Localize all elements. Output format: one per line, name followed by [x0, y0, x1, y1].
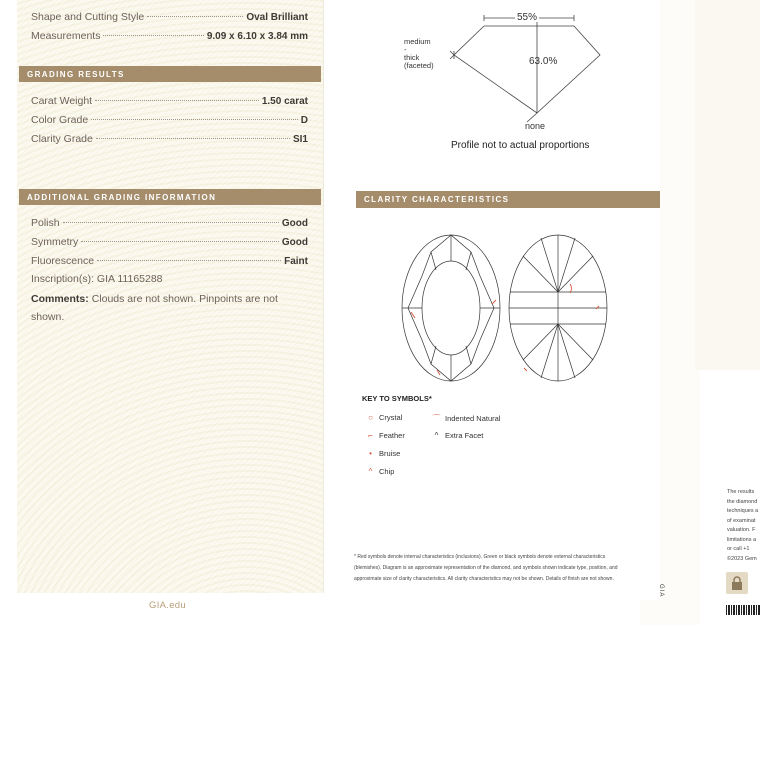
- clarity-footnote: * Red symbols denote internal characteristics (inclusions). Green or black symbols denote external characteristics (blemishes). Diagram is an approximate representation of the diamond, and symbols shown indicate type, position, and approximate size of clarity characteristics. All clarity characteristics may not be shown. Details of finish are not shown.: [354, 554, 618, 582]
- carat-weight-row: [31, 95, 308, 107]
- row-label: Polish: [31, 217, 60, 229]
- comments-text-continued: shown.: [31, 311, 65, 323]
- chip-icon: ^: [368, 467, 373, 476]
- key-item-extra-facet: ^ Extra Facet: [432, 431, 483, 440]
- row-label: Color Grade: [31, 114, 89, 126]
- key-item-feather: ⌐ Feather: [366, 431, 405, 440]
- culet-label: none: [525, 121, 546, 131]
- row-value: Good: [281, 218, 308, 229]
- additional-info-header: ADDITIONAL GRADING INFORMATION: [19, 189, 321, 205]
- table-percentage: 55%: [517, 12, 538, 23]
- depth-percentage: 63.0%: [529, 56, 558, 67]
- proportions-profile-diagram: [440, 10, 610, 135]
- barcode: [726, 605, 760, 615]
- pavilion-view-diagram: [509, 235, 607, 381]
- key-item-indented-natural: ⌒ Indented Natural: [432, 414, 501, 423]
- key-to-symbols-title: KEY TO SYMBOLS*: [362, 394, 432, 403]
- row-value: [304, 0, 307, 5]
- gia-side-mark: GIA: [658, 584, 664, 598]
- key-item-bruise: • Bruise: [366, 449, 400, 458]
- comments-text: Clouds are not shown. Pinpoints are not: [91, 293, 278, 305]
- row-label: Carat Weight: [31, 95, 93, 107]
- row-value: 9.09 x 6.10 x 3.84 mm: [206, 31, 308, 42]
- row-label: [30, 0, 33, 5]
- fluorescence-row: [31, 255, 308, 267]
- comments-label: Comments:: [31, 293, 89, 305]
- row-value: Oval Brilliant: [246, 12, 308, 23]
- inclusion-markers: [411, 284, 599, 375]
- feather-icon: ⌐: [368, 431, 373, 440]
- shape-cutting-style-row: [31, 11, 308, 23]
- girdle-label: medium - thick (faceted): [404, 37, 434, 70]
- indented-natural-icon: ⌒: [432, 414, 441, 423]
- row-value: Good: [281, 237, 308, 248]
- clarity-characteristics-header: CLARITY CHARACTERISTICS: [356, 191, 660, 208]
- row-value: D: [300, 115, 308, 126]
- row-label: Symmetry: [31, 236, 79, 248]
- row-value: Faint: [284, 256, 308, 267]
- adjacent-page-strip: [695, 0, 760, 370]
- key-item-crystal: ○ Crystal: [366, 413, 402, 422]
- gia-website-link[interactable]: GIA.edu: [149, 600, 186, 611]
- diamond-profile-outline: [454, 26, 600, 113]
- crystal-icon: ○: [368, 413, 373, 422]
- extra-facet-icon: ^: [434, 431, 439, 440]
- crown-view-diagram: [402, 235, 500, 381]
- report-row-cut: [30, 0, 307, 5]
- key-item-chip: ^ Chip: [366, 467, 394, 476]
- row-value: 1.50 carat: [261, 96, 308, 107]
- row-label: Clarity Grade: [31, 133, 93, 145]
- row-label: Measurements: [31, 30, 101, 42]
- row-value: SI1: [292, 134, 308, 145]
- inscription-text: Inscription(s): GIA 11165288: [31, 273, 163, 285]
- measurements-row: [31, 30, 308, 42]
- symmetry-row: [31, 236, 308, 248]
- disclaimer-fragment: The results the diamond techniques a of examinat valuation. F limitations a or call +1 ©2023 Gem: [727, 489, 759, 562]
- clarity-plot-diagrams: [400, 232, 610, 384]
- comments-line: [31, 293, 278, 305]
- polish-row: [31, 217, 308, 229]
- row-label: Shape and Cutting Style: [31, 11, 145, 23]
- color-grade-row: [31, 114, 308, 126]
- lock-icon: [726, 572, 748, 594]
- clarity-grade-row: [31, 133, 308, 145]
- bruise-icon: •: [369, 449, 372, 458]
- grading-results-header: GRADING RESULTS: [19, 66, 321, 82]
- profile-caption: Profile not to actual proportions: [451, 140, 590, 151]
- row-label: Fluorescence: [31, 255, 95, 267]
